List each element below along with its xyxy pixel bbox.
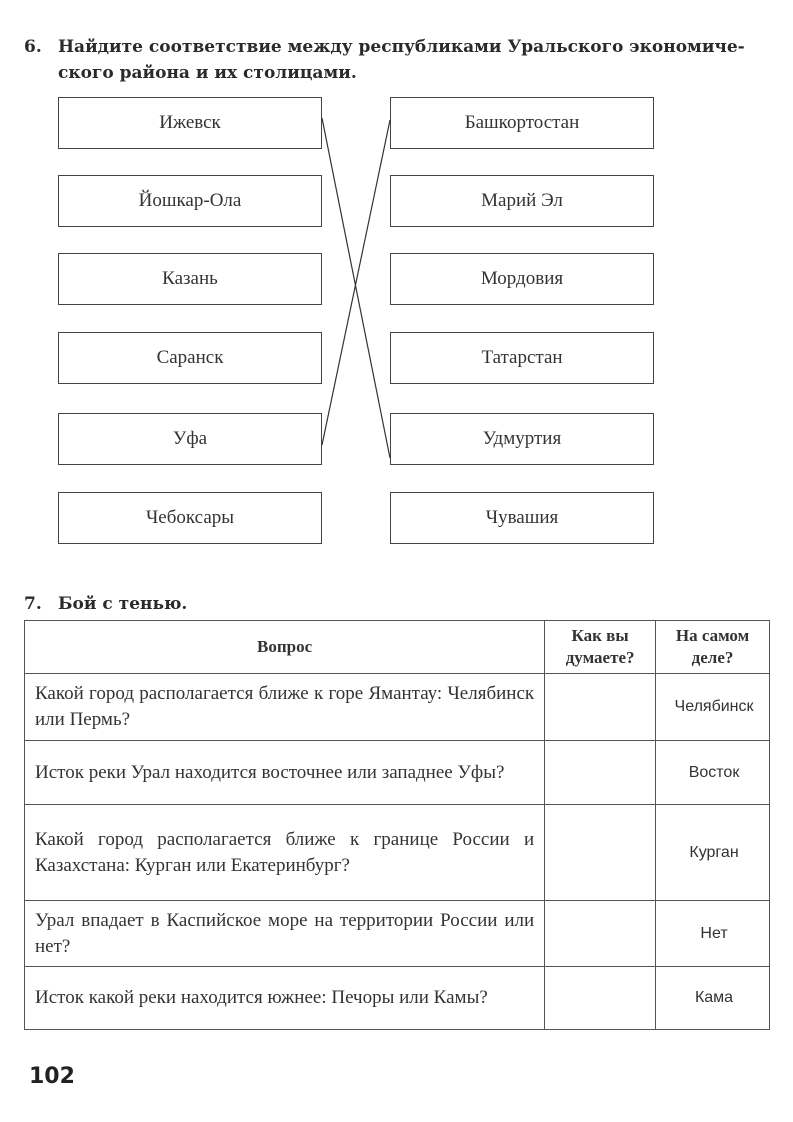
capital-box[interactable]: Йошкар-Ола <box>58 175 322 227</box>
page-number: 102 <box>29 1064 75 1089</box>
republic-box[interactable]: Чувашия <box>390 492 654 544</box>
capital-box[interactable]: Саранск <box>58 332 322 384</box>
republic-box[interactable]: Мордовия <box>390 253 654 305</box>
question-cell: Исток какой реки находится южнее: Печоры или Камы? <box>25 967 545 1030</box>
republic-box[interactable]: Марий Эл <box>390 175 654 227</box>
task6-prompt <box>58 34 793 86</box>
match-line-ufa-bashkortostan <box>322 120 390 445</box>
table-row <box>25 674 770 741</box>
question-cell: Исток реки Урал находится восточнее или западнее Уфы? <box>25 741 545 805</box>
think-cell[interactable] <box>545 741 656 805</box>
table-header <box>25 621 770 674</box>
question-cell: Какой город располагается ближе к границе России и Казахстана: Курган или Екатеринбург? <box>25 805 545 901</box>
think-cell[interactable] <box>545 805 656 901</box>
actual-cell[interactable]: Челябинск <box>656 674 770 741</box>
task6-number: 6. <box>24 37 42 57</box>
capital-box[interactable]: Уфа <box>58 413 322 465</box>
republic-box[interactable]: Татарстан <box>390 332 654 384</box>
question-cell: Какой город располагается ближе к горе Ямантау: Челябинск или Пермь? <box>25 674 545 741</box>
think-cell[interactable] <box>545 674 656 741</box>
task6-line1: Найдите соответствие между республиками Уральского экономиче- <box>58 37 745 57</box>
match-line-izhevsk-udmurtia <box>322 118 390 458</box>
question-cell: Урал впадает в Каспийское море на территории России или нет? <box>25 901 545 967</box>
shadow-boxing-table <box>24 620 770 1030</box>
republic-box[interactable]: Удмуртия <box>390 413 654 465</box>
actual-cell[interactable]: Восток <box>656 741 770 805</box>
table-row <box>25 805 770 901</box>
republic-box[interactable]: Башкортостан <box>390 97 654 149</box>
header-question: Вопрос <box>25 621 545 674</box>
header-actual: На самом деле? <box>656 621 770 674</box>
capital-box[interactable]: Чебоксары <box>58 492 322 544</box>
table-row <box>25 901 770 967</box>
actual-cell[interactable]: Нет <box>656 901 770 967</box>
think-cell[interactable] <box>545 901 656 967</box>
capital-box[interactable]: Казань <box>58 253 322 305</box>
capital-box[interactable]: Ижевск <box>58 97 322 149</box>
think-cell[interactable] <box>545 967 656 1030</box>
header-think: Как вы думаете? <box>545 621 656 674</box>
actual-cell[interactable]: Кама <box>656 967 770 1030</box>
actual-cell[interactable]: Курган <box>656 805 770 901</box>
task6-line2: ского района и их столицами. <box>58 63 357 83</box>
task7-title: Бой с тенью. <box>58 594 188 614</box>
table-row <box>25 741 770 805</box>
task7-number: 7. <box>24 594 42 614</box>
table-row <box>25 967 770 1030</box>
